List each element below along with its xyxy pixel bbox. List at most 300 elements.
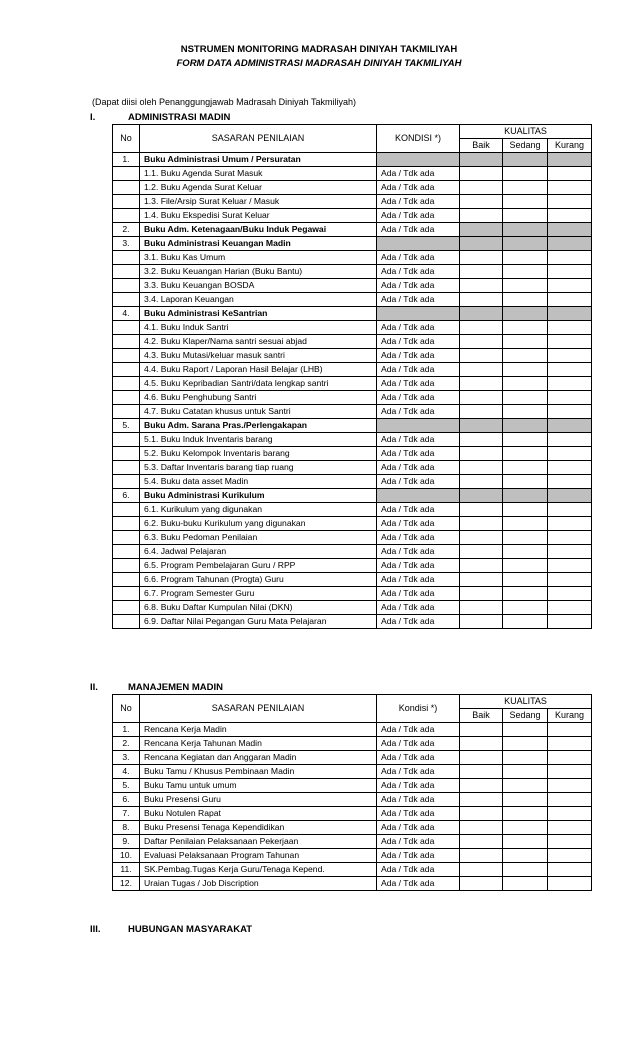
- row-sedang-cell[interactable]: [503, 293, 548, 307]
- row-kurang-cell[interactable]: [548, 503, 592, 517]
- row-kondisi: Ada / Tdk ada: [377, 587, 460, 601]
- row-sasaran: 6.5. Program Pembelajaran Guru / RPP: [140, 559, 377, 573]
- row-kurang-cell[interactable]: [548, 779, 592, 793]
- row-sedang-cell[interactable]: [503, 195, 548, 209]
- row-sedang-cell[interactable]: [503, 835, 548, 849]
- row-kurang-cell[interactable]: [548, 237, 592, 251]
- row-number: [113, 321, 140, 335]
- row-kurang-cell[interactable]: [548, 461, 592, 475]
- row-number: [113, 209, 140, 223]
- row-number: [113, 377, 140, 391]
- row-baik-cell[interactable]: [460, 181, 503, 195]
- row-kurang-cell[interactable]: [548, 419, 592, 433]
- row-baik-cell[interactable]: [460, 223, 503, 237]
- row-kondisi: Ada / Tdk ada: [377, 475, 460, 489]
- table-row: [113, 335, 592, 349]
- row-sasaran: Buku Presensi Tenaga Kependidikan: [140, 821, 377, 835]
- table-row: [113, 587, 592, 601]
- row-baik-cell[interactable]: [460, 419, 503, 433]
- row-kondisi: Ada / Tdk ada: [377, 181, 460, 195]
- row-sasaran: 4.4. Buku Raport / Laporan Hasil Belajar (LHB): [140, 363, 377, 377]
- table-header-row: [113, 695, 592, 709]
- row-sasaran: 4.6. Buku Penghubung Santri: [140, 391, 377, 405]
- row-kurang-cell[interactable]: [548, 195, 592, 209]
- row-kurang-cell[interactable]: [548, 391, 592, 405]
- table-row: [113, 237, 592, 251]
- row-sedang-cell[interactable]: [503, 877, 548, 891]
- section-3-number: III.: [90, 924, 101, 935]
- row-kurang-cell[interactable]: [548, 877, 592, 891]
- row-baik-cell[interactable]: [460, 447, 503, 461]
- header-no: No: [113, 695, 140, 723]
- row-number: 1.: [113, 723, 140, 737]
- row-sedang-cell[interactable]: [503, 433, 548, 447]
- row-number: 2.: [113, 737, 140, 751]
- header-kurang: Kurang: [548, 139, 592, 153]
- row-kurang-cell[interactable]: [548, 475, 592, 489]
- table-row: [113, 391, 592, 405]
- row-baik-cell[interactable]: [460, 167, 503, 181]
- table-row: [113, 531, 592, 545]
- table-row: [113, 601, 592, 615]
- row-kurang-cell[interactable]: [548, 209, 592, 223]
- row-sedang-cell[interactable]: [503, 531, 548, 545]
- row-kondisi: Ada / Tdk ada: [377, 391, 460, 405]
- header-kualitas: KUALITAS: [460, 125, 592, 139]
- row-kurang-cell[interactable]: [548, 835, 592, 849]
- row-kurang-cell[interactable]: [548, 153, 592, 167]
- row-sedang-cell[interactable]: [503, 765, 548, 779]
- table-row: [113, 321, 592, 335]
- row-kondisi: Ada / Tdk ada: [377, 209, 460, 223]
- row-baik-cell[interactable]: [460, 503, 503, 517]
- row-sedang-cell[interactable]: [503, 559, 548, 573]
- table-row: [113, 573, 592, 587]
- table-row: [113, 559, 592, 573]
- row-sasaran: Evaluasi Pelaksanaan Program Tahunan: [140, 849, 377, 863]
- table-row: [113, 723, 592, 737]
- row-sedang-cell[interactable]: [503, 779, 548, 793]
- row-sasaran: Buku Administrasi Kurikulum: [140, 489, 377, 503]
- row-baik-cell[interactable]: [460, 807, 503, 821]
- row-number: [113, 279, 140, 293]
- row-baik-cell[interactable]: [460, 489, 503, 503]
- row-kurang-cell[interactable]: [548, 737, 592, 751]
- row-kurang-cell[interactable]: [548, 279, 592, 293]
- row-sasaran: 1.2. Buku Agenda Surat Keluar: [140, 181, 377, 195]
- table-row: [113, 167, 592, 181]
- header-kondisi: Kondisi *): [377, 695, 460, 723]
- row-baik-cell[interactable]: [460, 405, 503, 419]
- row-kondisi: Ada / Tdk ada: [377, 863, 460, 877]
- row-kondisi: Ada / Tdk ada: [377, 573, 460, 587]
- row-sedang-cell[interactable]: [503, 167, 548, 181]
- row-sasaran: 6.6. Program Tahunan (Progta) Guru: [140, 573, 377, 587]
- row-sasaran: 6.3. Buku Pedoman Penilaian: [140, 531, 377, 545]
- table-row: [113, 181, 592, 195]
- row-kurang-cell[interactable]: [548, 601, 592, 615]
- row-sasaran: 3.4. Laporan Keuangan: [140, 293, 377, 307]
- row-kondisi: Ada / Tdk ada: [377, 737, 460, 751]
- row-kondisi: Ada / Tdk ada: [377, 265, 460, 279]
- row-baik-cell[interactable]: [460, 321, 503, 335]
- row-sedang-cell[interactable]: [503, 849, 548, 863]
- row-sedang-cell[interactable]: [503, 517, 548, 531]
- row-kondisi: [377, 419, 460, 433]
- row-number: [113, 503, 140, 517]
- row-baik-cell[interactable]: [460, 545, 503, 559]
- table-row: [113, 461, 592, 475]
- row-baik-cell[interactable]: [460, 377, 503, 391]
- row-baik-cell[interactable]: [460, 475, 503, 489]
- row-kondisi: Ada / Tdk ada: [377, 779, 460, 793]
- row-number: [113, 265, 140, 279]
- row-baik-cell[interactable]: [460, 615, 503, 629]
- section-2-title: MANAJEMEN MADIN: [128, 682, 223, 693]
- row-number: 2.: [113, 223, 140, 237]
- row-kurang-cell[interactable]: [548, 863, 592, 877]
- row-baik-cell[interactable]: [460, 209, 503, 223]
- row-kurang-cell[interactable]: [548, 349, 592, 363]
- row-baik-cell[interactable]: [460, 307, 503, 321]
- row-sedang-cell[interactable]: [503, 587, 548, 601]
- row-baik-cell[interactable]: [460, 737, 503, 751]
- row-baik-cell[interactable]: [460, 765, 503, 779]
- row-kondisi: Ada / Tdk ada: [377, 545, 460, 559]
- row-sedang-cell[interactable]: [503, 461, 548, 475]
- row-sasaran: 3.2. Buku Keuangan Harian (Buku Bantu): [140, 265, 377, 279]
- row-sedang-cell[interactable]: [503, 601, 548, 615]
- row-kurang-cell[interactable]: [548, 531, 592, 545]
- row-number: 8.: [113, 821, 140, 835]
- row-number: [113, 587, 140, 601]
- row-number: [113, 391, 140, 405]
- row-sedang-cell[interactable]: [503, 405, 548, 419]
- table-row: [113, 307, 592, 321]
- row-number: 12.: [113, 877, 140, 891]
- row-kurang-cell[interactable]: [548, 615, 592, 629]
- row-baik-cell[interactable]: [460, 237, 503, 251]
- row-kurang-cell[interactable]: [548, 765, 592, 779]
- row-baik-cell[interactable]: [460, 335, 503, 349]
- row-sasaran: Buku Adm. Sarana Pras./Perlengakapan: [140, 419, 377, 433]
- row-kondisi: Ada / Tdk ada: [377, 335, 460, 349]
- row-baik-cell[interactable]: [460, 279, 503, 293]
- row-number: 3.: [113, 751, 140, 765]
- row-sedang-cell[interactable]: [503, 181, 548, 195]
- table-row: [113, 209, 592, 223]
- row-baik-cell[interactable]: [460, 195, 503, 209]
- row-number: 7.: [113, 807, 140, 821]
- table-row: [113, 751, 592, 765]
- row-number: [113, 531, 140, 545]
- row-kurang-cell[interactable]: [548, 807, 592, 821]
- row-kurang-cell[interactable]: [548, 377, 592, 391]
- row-kurang-cell[interactable]: [548, 723, 592, 737]
- row-kurang-cell[interactable]: [548, 849, 592, 863]
- table-row: [113, 835, 592, 849]
- row-sasaran: Buku Tamu untuk umum: [140, 779, 377, 793]
- row-kondisi: Ada / Tdk ada: [377, 503, 460, 517]
- row-kondisi: Ada / Tdk ada: [377, 821, 460, 835]
- row-baik-cell[interactable]: [460, 251, 503, 265]
- row-baik-cell[interactable]: [460, 265, 503, 279]
- row-number: [113, 433, 140, 447]
- row-sedang-cell[interactable]: [503, 447, 548, 461]
- row-sedang-cell[interactable]: [503, 723, 548, 737]
- row-number: [113, 349, 140, 363]
- row-sasaran: 4.1. Buku Induk Santri: [140, 321, 377, 335]
- row-number: 10.: [113, 849, 140, 863]
- row-baik-cell[interactable]: [460, 877, 503, 891]
- row-kondisi: Ada / Tdk ada: [377, 835, 460, 849]
- row-number: 6.: [113, 489, 140, 503]
- row-number: [113, 363, 140, 377]
- row-kondisi: Ada / Tdk ada: [377, 167, 460, 181]
- row-sasaran: 6.8. Buku Daftar Kumpulan Nilai (DKN): [140, 601, 377, 615]
- row-sedang-cell[interactable]: [503, 503, 548, 517]
- row-kurang-cell[interactable]: [548, 265, 592, 279]
- row-baik-cell[interactable]: [460, 517, 503, 531]
- table-row: [113, 265, 592, 279]
- row-kurang-cell[interactable]: [548, 573, 592, 587]
- row-kondisi: Ada / Tdk ada: [377, 615, 460, 629]
- row-number: [113, 447, 140, 461]
- row-kondisi: Ada / Tdk ada: [377, 447, 460, 461]
- row-baik-cell[interactable]: [460, 849, 503, 863]
- table-row: [113, 517, 592, 531]
- row-kondisi: Ada / Tdk ada: [377, 765, 460, 779]
- row-baik-cell[interactable]: [460, 461, 503, 475]
- row-kondisi: Ada / Tdk ada: [377, 531, 460, 545]
- row-baik-cell[interactable]: [460, 723, 503, 737]
- row-baik-cell[interactable]: [460, 573, 503, 587]
- row-kondisi: Ada / Tdk ada: [377, 877, 460, 891]
- row-number: 5.: [113, 419, 140, 433]
- row-sedang-cell[interactable]: [503, 279, 548, 293]
- row-kondisi: Ada / Tdk ada: [377, 377, 460, 391]
- row-sasaran: 6.2. Buku-buku Kurikulum yang digunakan: [140, 517, 377, 531]
- row-sasaran: Buku Tamu / Khusus Pembinaan Madin: [140, 765, 377, 779]
- row-kondisi: Ada / Tdk ada: [377, 223, 460, 237]
- row-kurang-cell[interactable]: [548, 447, 592, 461]
- row-sedang-cell[interactable]: [503, 475, 548, 489]
- row-number: [113, 335, 140, 349]
- row-kondisi: Ada / Tdk ada: [377, 279, 460, 293]
- row-baik-cell[interactable]: [460, 363, 503, 377]
- manajemen-table: [112, 694, 592, 891]
- row-sedang-cell[interactable]: [503, 793, 548, 807]
- row-number: [113, 601, 140, 615]
- row-sedang-cell[interactable]: [503, 307, 548, 321]
- row-sedang-cell[interactable]: [503, 863, 548, 877]
- row-number: [113, 167, 140, 181]
- row-sedang-cell[interactable]: [503, 573, 548, 587]
- row-sedang-cell[interactable]: [503, 545, 548, 559]
- row-sasaran: 1.1. Buku Agenda Surat Masuk: [140, 167, 377, 181]
- header-sedang: Sedang: [503, 139, 548, 153]
- row-number: 11.: [113, 863, 140, 877]
- table-row: [113, 223, 592, 237]
- row-sasaran: Rencana Kerja Madin: [140, 723, 377, 737]
- row-sasaran: 1.3. File/Arsip Surat Keluar / Masuk: [140, 195, 377, 209]
- row-baik-cell[interactable]: [460, 153, 503, 167]
- table-row: [113, 405, 592, 419]
- table-row: [113, 615, 592, 629]
- table-row: [113, 419, 592, 433]
- table-row: [113, 349, 592, 363]
- row-sedang-cell[interactable]: [503, 223, 548, 237]
- table-row: [113, 765, 592, 779]
- header-kondisi: KONDISI *): [377, 125, 460, 153]
- row-sasaran: Rencana Kegiatan dan Anggaran Madin: [140, 751, 377, 765]
- row-number: 4.: [113, 307, 140, 321]
- row-kurang-cell[interactable]: [548, 587, 592, 601]
- row-number: [113, 251, 140, 265]
- row-baik-cell[interactable]: [460, 433, 503, 447]
- row-sasaran: 6.9. Daftar Nilai Pegangan Guru Mata Pelajaran: [140, 615, 377, 629]
- row-kurang-cell[interactable]: [548, 793, 592, 807]
- row-kurang-cell[interactable]: [548, 335, 592, 349]
- fill-note: (Dapat diisi oleh Penanggungjawab Madrasah Diniyah Takmiliyah): [92, 97, 356, 107]
- row-kurang-cell[interactable]: [548, 405, 592, 419]
- table-row: [113, 363, 592, 377]
- row-baik-cell[interactable]: [460, 293, 503, 307]
- table-row: [113, 447, 592, 461]
- row-sedang-cell[interactable]: [503, 807, 548, 821]
- row-kurang-cell[interactable]: [548, 181, 592, 195]
- row-number: 6.: [113, 793, 140, 807]
- row-sedang-cell[interactable]: [503, 349, 548, 363]
- row-baik-cell[interactable]: [460, 601, 503, 615]
- row-sedang-cell[interactable]: [503, 391, 548, 405]
- row-sasaran: Uraian Tugas / Job Discription: [140, 877, 377, 891]
- row-kurang-cell[interactable]: [548, 545, 592, 559]
- row-baik-cell[interactable]: [460, 821, 503, 835]
- row-sasaran: SK.Pembag.Tugas Kerja Guru/Tenaga Kepend.: [140, 863, 377, 877]
- row-sasaran: Buku Administrasi Umum / Persuratan: [140, 153, 377, 167]
- row-sedang-cell[interactable]: [503, 251, 548, 265]
- row-sedang-cell[interactable]: [503, 153, 548, 167]
- row-sedang-cell[interactable]: [503, 751, 548, 765]
- table-row: [113, 503, 592, 517]
- header-baik: Baik: [460, 139, 503, 153]
- row-kurang-cell[interactable]: [548, 321, 592, 335]
- row-sasaran: 5.1. Buku Induk Inventaris barang: [140, 433, 377, 447]
- row-baik-cell[interactable]: [460, 349, 503, 363]
- row-sasaran: 4.2. Buku Klaper/Nama santri sesuai abjad: [140, 335, 377, 349]
- row-baik-cell[interactable]: [460, 793, 503, 807]
- row-kondisi: Ada / Tdk ada: [377, 349, 460, 363]
- row-kurang-cell[interactable]: [548, 489, 592, 503]
- row-sedang-cell[interactable]: [503, 265, 548, 279]
- row-kondisi: Ada / Tdk ada: [377, 321, 460, 335]
- row-kondisi: Ada / Tdk ada: [377, 601, 460, 615]
- row-number: 4.: [113, 765, 140, 779]
- header-sedang: Sedang: [503, 709, 548, 723]
- row-kondisi: [377, 237, 460, 251]
- row-sedang-cell[interactable]: [503, 237, 548, 251]
- row-number: [113, 545, 140, 559]
- row-number: [113, 559, 140, 573]
- row-sedang-cell[interactable]: [503, 737, 548, 751]
- row-baik-cell[interactable]: [460, 587, 503, 601]
- table-row: [113, 293, 592, 307]
- row-kurang-cell[interactable]: [548, 167, 592, 181]
- row-kondisi: Ada / Tdk ada: [377, 751, 460, 765]
- row-kurang-cell[interactable]: [548, 559, 592, 573]
- section-1-title: ADMINISTRASI MADIN: [128, 112, 231, 123]
- row-kondisi: Ada / Tdk ada: [377, 517, 460, 531]
- row-sedang-cell[interactable]: [503, 363, 548, 377]
- row-sedang-cell[interactable]: [503, 419, 548, 433]
- row-kondisi: Ada / Tdk ada: [377, 293, 460, 307]
- row-baik-cell[interactable]: [460, 751, 503, 765]
- row-sasaran: 6.7. Program Semester Guru: [140, 587, 377, 601]
- header-no: No: [113, 125, 140, 153]
- header-kurang: Kurang: [548, 709, 592, 723]
- row-number: [113, 461, 140, 475]
- header-baik: Baik: [460, 709, 503, 723]
- row-baik-cell[interactable]: [460, 779, 503, 793]
- row-number: [113, 475, 140, 489]
- row-sasaran: 4.5. Buku Kepribadian Santri/data lengkap santri: [140, 377, 377, 391]
- table-row: [113, 545, 592, 559]
- section-3-title: HUBUNGAN MASYARAKAT: [128, 924, 253, 935]
- table-row: [113, 779, 592, 793]
- row-baik-cell[interactable]: [460, 531, 503, 545]
- row-sasaran: 1.4. Buku Ekspedisi Surat Keluar: [140, 209, 377, 223]
- row-baik-cell[interactable]: [460, 391, 503, 405]
- row-number: [113, 517, 140, 531]
- table-row: [113, 251, 592, 265]
- row-kurang-cell[interactable]: [548, 293, 592, 307]
- row-kondisi: Ada / Tdk ada: [377, 559, 460, 573]
- row-kurang-cell[interactable]: [548, 517, 592, 531]
- table-row: [113, 863, 592, 877]
- row-kurang-cell[interactable]: [548, 821, 592, 835]
- table-row: [113, 489, 592, 503]
- table-row: [113, 433, 592, 447]
- row-sasaran: Buku Adm. Ketenagaan/Buku Induk Pegawai: [140, 223, 377, 237]
- row-kurang-cell[interactable]: [548, 307, 592, 321]
- row-sedang-cell[interactable]: [503, 321, 548, 335]
- row-sedang-cell[interactable]: [503, 615, 548, 629]
- row-kondisi: Ada / Tdk ada: [377, 405, 460, 419]
- row-kurang-cell[interactable]: [548, 251, 592, 265]
- row-kondisi: [377, 307, 460, 321]
- row-kurang-cell[interactable]: [548, 751, 592, 765]
- row-kondisi: Ada / Tdk ada: [377, 807, 460, 821]
- document-title: NSTRUMEN MONITORING MADRASAH DINIYAH TAKMILIYAH: [180, 44, 458, 55]
- row-sedang-cell[interactable]: [503, 335, 548, 349]
- row-sedang-cell[interactable]: [503, 821, 548, 835]
- row-sedang-cell[interactable]: [503, 377, 548, 391]
- row-kondisi: Ada / Tdk ada: [377, 793, 460, 807]
- row-sedang-cell[interactable]: [503, 489, 548, 503]
- row-kurang-cell[interactable]: [548, 223, 592, 237]
- row-kondisi: Ada / Tdk ada: [377, 251, 460, 265]
- table-row: [113, 279, 592, 293]
- row-baik-cell[interactable]: [460, 863, 503, 877]
- row-kurang-cell[interactable]: [548, 433, 592, 447]
- row-sedang-cell[interactable]: [503, 209, 548, 223]
- row-number: [113, 615, 140, 629]
- row-baik-cell[interactable]: [460, 835, 503, 849]
- row-kurang-cell[interactable]: [548, 363, 592, 377]
- row-baik-cell[interactable]: [460, 559, 503, 573]
- table-row: [113, 849, 592, 863]
